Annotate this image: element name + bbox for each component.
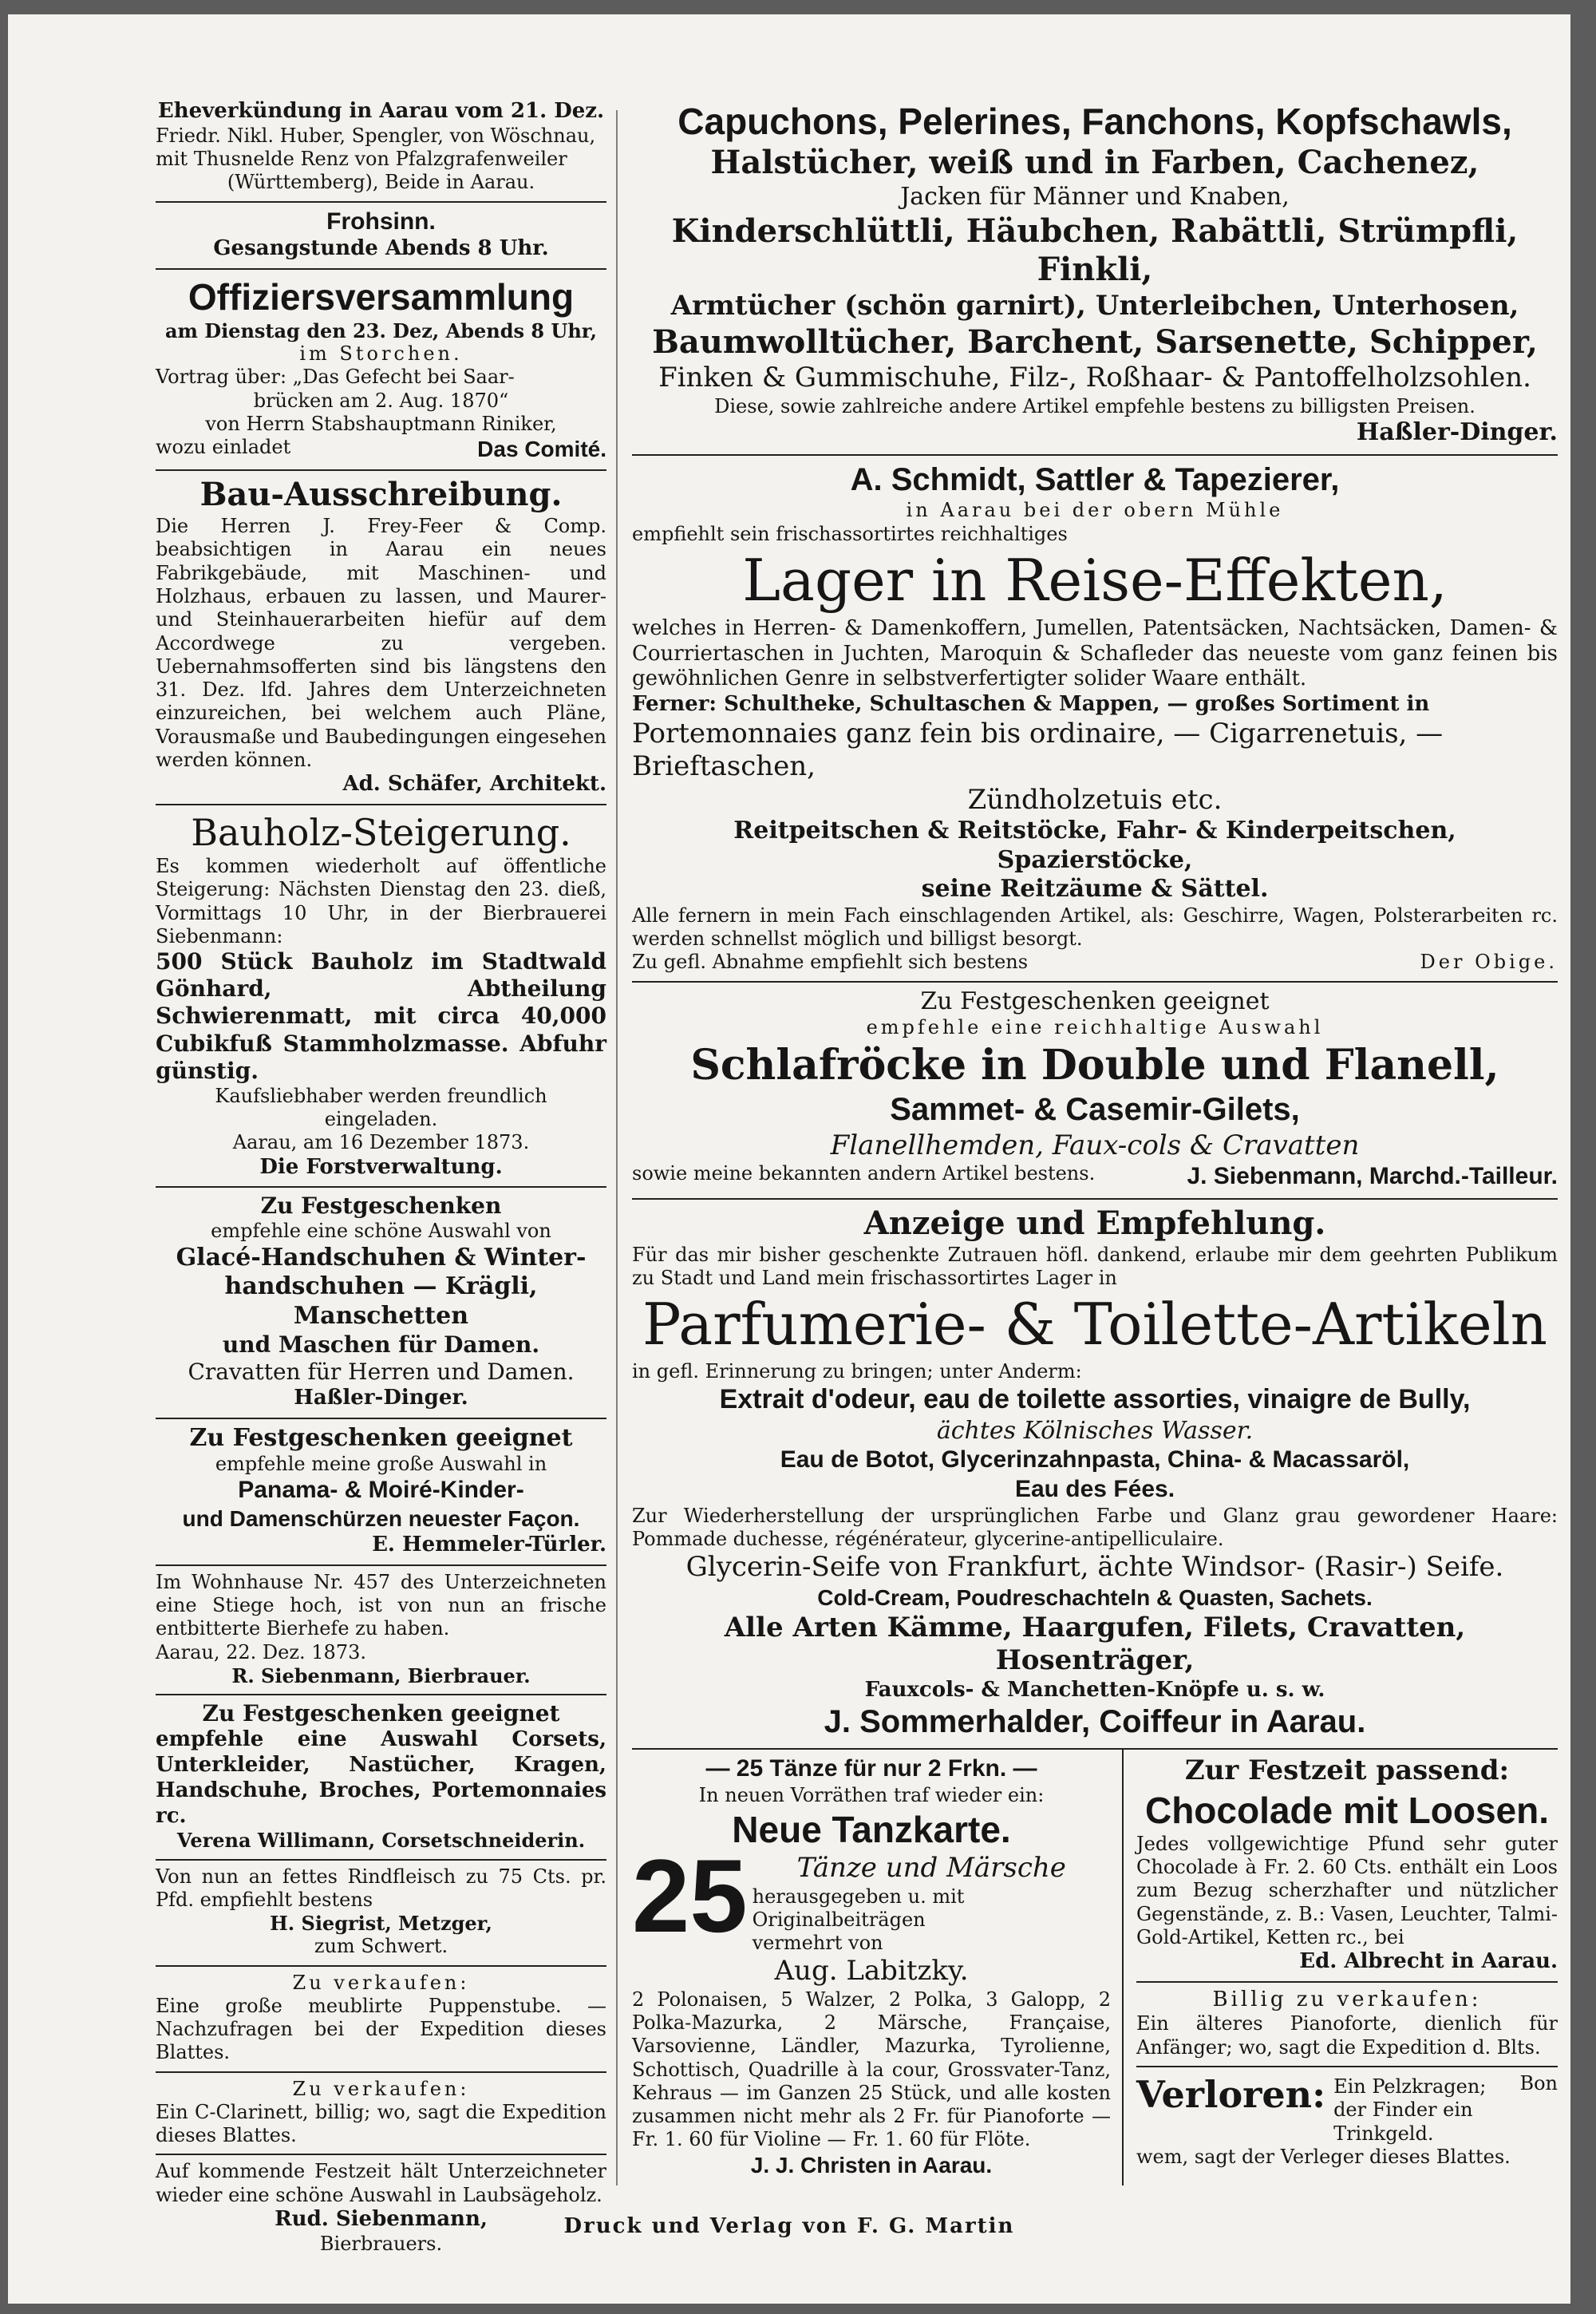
ad-body: Für das mir bisher geschenkte Zutrauen höfl. dankend, erlaube mir dem geehrten Publikum zu Stadt und Land mein frischassortirtes Lager in <box>632 1243 1558 1289</box>
ad-title: Eheverkündung in Aarau vom 21. Dez. <box>157 99 605 123</box>
ad-corsets <box>156 1695 606 1860</box>
ad-pianoforte <box>1136 1983 1558 2067</box>
ad-bauholz-steigerung <box>156 805 606 1188</box>
ad-line: — 25 Tänze für nur 2 Frkn. — <box>705 1755 1037 1782</box>
ad-offiziersversammlung <box>156 270 606 472</box>
bottom-split <box>632 1750 1558 2185</box>
ad-headline-large: Schlafröcke in Double und Flanell, <box>690 1040 1499 1090</box>
ad-headline: Anzeige und Empfehlung. <box>863 1204 1326 1242</box>
ad-signature: Ed. Albrecht in Aarau. <box>1299 1949 1558 1974</box>
ad-line: herausgegeben u. mit Originalbeiträgen <box>752 1885 965 1931</box>
ad-puppenstube <box>156 1967 606 2073</box>
ad-line: Zu gefl. Abnahme empfiehlt sich bestens <box>632 951 1029 974</box>
ad-title: Offiziersversammlung <box>188 275 575 318</box>
ad-headline: Verloren: <box>1136 2073 1326 2117</box>
ad-signature: Haßler-Dinger. <box>294 1385 468 1410</box>
ad-signature: Rud. Siebenmann, <box>275 2206 488 2231</box>
ad-line: Panama- & Moiré-Kinder- <box>238 1477 524 1504</box>
ad-signature: Verena Willimann, Corsetschneiderin. <box>176 1829 586 1853</box>
ad-headline-large: Parfumerie- & Toilette-Artikeln <box>642 1291 1547 1359</box>
bottom-right-stack <box>1124 1750 1558 2185</box>
ad-body-bold: 500 Stück Bauholz im Stadtwald Gönhard, Abtheilung Schwierenmatt, mit circa 40,000 Cubikfuß Stammholzmasse. Abfuhr günstig. <box>156 948 606 1084</box>
ad-signature: Das Comité. <box>477 437 606 462</box>
ad-line: in gefl. Erinnerung zu bringen; unter Anderm: <box>632 1360 1082 1383</box>
left-column <box>156 94 606 2262</box>
ad-verloren <box>1136 2067 1558 2175</box>
ad-body: 2 Polonaisen, 5 Walzer, 2 Polka, 3 Galopp, 2 Polka-Mazurka, 2 Märsche, Française, Varsovienne, Ländler, Mazurka, Tyrolienne, Schottisch, Quadrille à la cour, Grossvater-Tanz, Kehraus — im Ganzen 25 Stück, und alle kosten zusammen nicht mehr als 2 Fr. für Pianoforte — Fr. 1. 60 für Violine — Fr. 1. 60 für Flöte. <box>632 1988 1111 2151</box>
ad-line: Portemonnaies ganz fein bis ordinaire, — Cigarrenetuis, — Brieftaschen, <box>632 717 1444 783</box>
ad-line: seine Reitzäume & Sättel. <box>921 875 1269 904</box>
ad-signature: Der Obige. <box>1420 951 1558 974</box>
ad-line: Aarau, am 16 Dezember 1873. <box>232 1131 530 1154</box>
ad-line: Flanellhemden, Faux-cols & Cravatten <box>830 1129 1360 1161</box>
ad-rindfleisch <box>156 1861 606 1967</box>
ad-line: Vortrag über: „Das Gefecht bei Saar- <box>156 366 515 389</box>
ad-line: In neuen Vorräthen traf wieder ein: <box>698 1783 1045 1806</box>
ad-clarinett <box>156 2073 606 2156</box>
ad-line: Gesangstunde Abends 8 Uhr. <box>213 236 549 261</box>
ad-line: Eau de Botot, Glycerinzahnpasta, China- & Macassaröl, <box>780 1446 1410 1473</box>
ad-headline-large: Lager in Reise-Effekten, <box>742 547 1448 615</box>
ad-bierhefe <box>156 1566 606 1695</box>
ad-body: Es kommen wiederholt auf öffentliche Steigerung: Nächsten Dienstag den 23. dieß, Vormittags 10 Uhr, in der Bierbrauerei Siebenmann: <box>156 854 606 947</box>
ad-line: brücken am 2. Aug. 1870“ <box>253 389 509 412</box>
ad-title: Zu verkaufen: <box>292 2077 470 2100</box>
ad-line: Extrait d'odeur, eau de toilette assorties, vinaigre de Bully, <box>719 1384 1471 1415</box>
ad-tanzkarte <box>632 1750 1124 2185</box>
ad-headline: Zur Festzeit passend: <box>1184 1754 1510 1787</box>
ad-line: Alle Arten Kämme, Haargufen, Filets, Cravatten, Hosenträger, <box>724 1611 1466 1677</box>
ad-bau-ausschreibung <box>156 471 606 805</box>
ad-line: am Dienstag den 23. Dez, Abends 8 Uhr, <box>164 318 598 342</box>
ad-signature: R. Siebenmann, Bierbrauer. <box>231 1663 531 1687</box>
ad-body: Von nun an fettes Rindfleisch zu 75 Cts. pr. Pfd. empfiehlt bestens <box>156 1865 606 1911</box>
ad-line: Aarau, 22. Dez. 1873. <box>156 1640 366 1663</box>
ad-line: Sammet- & Casemir-Gilets, <box>890 1092 1300 1127</box>
ad-body: empfehle eine Auswahl Corsets, Unterkleider, Nastücher, Kragen, Handschuhe, Broches, Portemonnaies rc. <box>156 1727 606 1828</box>
ad-signature: J. Siebenmann, Marchd.-Tailleur. <box>1187 1163 1558 1190</box>
ad-line: Baumwolltücher, Barchent, Sarsenette, Schipper, <box>652 322 1538 361</box>
ad-headline: Neue Tanzkarte. <box>732 1809 1011 1850</box>
ad-line: empfehle eine reichhaltige Auswahl <box>866 1016 1324 1039</box>
imprint-footer: Druck und Verlag von F. G. Martin <box>563 2214 1015 2238</box>
ad-signature: Haßler-Dinger. <box>1356 418 1558 447</box>
ad-headline: Capuchons, Pelerines, Fanchons, Kopfschawls, <box>678 101 1512 142</box>
ad-line: zum Schwert. <box>314 1935 448 1958</box>
ad-line: Ein Pelzkragen; der Finder ein Trinkgeld. <box>1333 2075 1487 2145</box>
ad-eheverkuendung <box>156 94 606 203</box>
ad-body: Ein älteres Pianoforte, dienlich für Anfänger; wo, sagt die Expedition d. Blts. <box>1136 2012 1558 2059</box>
ad-line: sowie meine bekannten andern Artikel bestens. <box>632 1162 1096 1185</box>
ad-title: Zu verkaufen: <box>292 1971 470 1994</box>
ad-line: handschuhen — Krägli, Manschetten <box>224 1272 538 1330</box>
ad-line: Friedr. Nikl. Huber, Spengler, von Wöschnau, <box>156 124 596 147</box>
ad-line: mit Thusnelde Renz von Pfalzgrafenweiler <box>156 147 567 170</box>
ad-body: Ein C-Clarinett, billig; wo, sagt die Expedition dieses Blattes. <box>156 2100 606 2147</box>
ad-title: Billig zu verkaufen: <box>1212 1987 1482 2011</box>
ad-title: Frohsinn. <box>326 208 436 235</box>
ad-title: Zu Festgeschenken geeignet <box>202 1700 560 1727</box>
ad-line: in Aarau bei der obern Mühle <box>906 499 1284 522</box>
ad-sommerhalder-parfumerie <box>632 1200 1558 1750</box>
ad-line: (Württemberg), Beide in Aarau. <box>227 171 535 194</box>
ad-line: im Storchen. <box>299 342 463 366</box>
ad-line: Glacé-Handschuhen & Winter- <box>176 1243 587 1272</box>
ad-line: Reitpeitschen & Reitstöcke, Fahr- & Kinderpeitschen, Spazierstöcke, <box>733 817 1456 874</box>
ad-body: Die Herren J. Frey-Feer & Comp. beabsichtigen in Aarau ein neues Fabrikgebäude, mit Maschinen- und Holzhaus, erbauen zu lassen, und Maurer- und Steinhauerarbeiten hiefür auf dem Accordwege zu vergeben. Uebernahmsofferten sind bis längstens den 31. Dez. lfd. Jahres dem Unterzeichneten einzureichen, bei welchem auch Pläne, Vorausmaße und Baubedingungen eingesehen werden können. <box>156 515 606 771</box>
right-column <box>632 94 1558 2185</box>
column-divider <box>616 110 618 2185</box>
ad-line: Tänze und Märsche <box>796 1852 1066 1885</box>
ad-title: Zu Festgeschenken <box>260 1193 502 1220</box>
ad-line: empfiehlt sein frischassortirtes reichhaltiges <box>632 522 1068 545</box>
ad-line: empfehle eine schöne Auswahl von <box>211 1220 551 1243</box>
ad-line: wozu einladet <box>156 436 291 459</box>
ad-title: Bau-Ausschreibung. <box>200 476 563 514</box>
ad-body: Auf kommende Festzeit hält Unterzeichneter wieder eine schöne Auswahl in Laubsägeholz. <box>156 2160 606 2206</box>
ad-schuerzen <box>156 1419 606 1566</box>
ad-festgeschenken-handschuhe <box>156 1188 606 1418</box>
ad-line: ächtes Kölnisches Wasser. <box>936 1416 1254 1445</box>
ad-line: Glycerin-Seife von Frankfurt, ächte Windsor- (Rasir-) Seife. <box>685 1551 1504 1584</box>
ad-body: Alle fernern in mein Fach einschlagenden Artikel, als: Geschirre, Wagen, Polsterarbeiten rc. werden schnellst möglich und billigst besorgt. <box>632 904 1558 951</box>
ad-body: Eine große meublirte Puppenstube. — Nachzufragen bei der Expedition dieses Blattes. <box>156 1994 606 2064</box>
ad-signature: Ad. Schäfer, Architekt. <box>342 772 606 797</box>
ad-laubsaegeholz <box>156 2155 606 2262</box>
ad-line: Zu Festgeschenken geeignet <box>920 987 1270 1015</box>
ad-chocolade <box>1136 1750 1558 1983</box>
newspaper-page <box>8 14 1570 2304</box>
ad-siebenmann-schlafroecke <box>632 983 1558 1200</box>
ad-line: Kaufsliebhaber werden freundlich eingeladen. <box>215 1084 547 1131</box>
ad-title: Bauholz-Steigerung. <box>191 810 571 854</box>
ad-line: und Damenschürzen neuester Façon. <box>182 1506 580 1532</box>
ad-schmidt-sattler <box>632 456 1558 983</box>
ad-line: Bon <box>1519 2072 1558 2095</box>
ad-line: Fauxcols- & Manchetten-Knöpfe u. s. w. <box>864 1677 1325 1702</box>
ad-line: Ferner: Schultheke, Schultaschen & Mappen, — großes Sortiment in <box>632 692 1430 716</box>
ad-line: vermehrt von <box>752 1932 883 1955</box>
ad-line: Diese, sowie zahlreiche andere Artikel empfehle bestens zu billigsten Preisen. <box>714 394 1476 417</box>
ad-line: Jacken für Männer und Knaben, <box>900 182 1290 211</box>
ad-signature: J. Sommerhalder, Coiffeur in Aarau. <box>824 1704 1366 1740</box>
ad-frohsinn <box>156 203 606 270</box>
ad-line: Zündholzetuis etc. <box>967 783 1223 816</box>
ad-signature: J. J. Christen in Aarau. <box>750 2152 993 2178</box>
ad-line: empfehle meine große Auswahl in <box>215 1453 547 1476</box>
ad-signature: H. Siegrist, Metzger, <box>270 1912 492 1936</box>
ad-line: Cravatten für Herren und Damen. <box>188 1358 575 1385</box>
ad-headline: A. Schmidt, Sattler & Tapezierer, <box>850 461 1340 497</box>
ad-title: Zu Festgeschenken geeignet <box>189 1423 573 1452</box>
ad-signature: E. Hemmeler-Türler. <box>372 1533 606 1557</box>
ad-line: wem, sagt der Verleger dieses Blattes. <box>1136 2145 1511 2168</box>
ad-line: Bierbrauers. <box>319 2232 443 2255</box>
ad-body: Zur Wiederherstellung der ursprünglichen Farbe und Glanz grau gewordener Haare: Pommade duchesse, régénérateur, glycerine-antipelliculaire. <box>632 1504 1558 1550</box>
ad-line: von Herrn Stabshauptmann Riniker, <box>205 413 557 435</box>
ad-body: Im Wohnhause Nr. 457 des Unterzeichneten eine Stiege hoch, ist von nun an frische entbitterte Bierhefe zu haben. <box>156 1570 606 1640</box>
ad-line: Aug. Labitzky. <box>774 1955 969 1988</box>
big-number: 25 <box>632 1852 748 1955</box>
ad-line: und Maschen für Damen. <box>222 1331 540 1358</box>
ad-signature: Die Forstverwaltung. <box>259 1154 503 1179</box>
ad-capuchons <box>632 94 1558 456</box>
ad-line: Armtücher (schön garnirt), Unterleibchen, Unterhosen, <box>670 290 1519 322</box>
ad-line: Finken & Gummischuhe, Filz-, Roßhaar- & Pantoffelholzsohlen. <box>658 362 1531 394</box>
ad-line: Eau des Fées. <box>1014 1475 1175 1502</box>
ad-headline-large: Chocolade mit Loosen. <box>1144 1789 1550 1831</box>
ad-line: Kinderschlüttli, Häubchen, Rabättli, Strümpfli, Finkli, <box>671 212 1519 289</box>
ad-body: welches in Herren- & Damenkoffern, Jumellen, Patentsäcken, Nachtsäcken, Damen- & Courriertaschen in Juchten, Maroquin & Schafleder das neueste vom ganz feinen bis gewöhnlichen Genre in selbstverfertigter solider Waare enthält. <box>632 615 1558 691</box>
ad-line: Cold-Cream, Poudreschachteln & Quasten, Sachets. <box>817 1584 1373 1610</box>
ad-line: Halstücher, weiß und in Farben, Cachenez, <box>710 144 1479 182</box>
ad-body: Jedes vollgewichtige Pfund sehr guter Chocolade à Fr. 2. 60 Cts. enthält ein Loos zum Bezug scherzhafter und nützlicher Gegenstände, z. B.: Vasen, Leuchter, Talmi-Gold-Artikel, Ketten rc., bei <box>1136 1832 1558 1948</box>
